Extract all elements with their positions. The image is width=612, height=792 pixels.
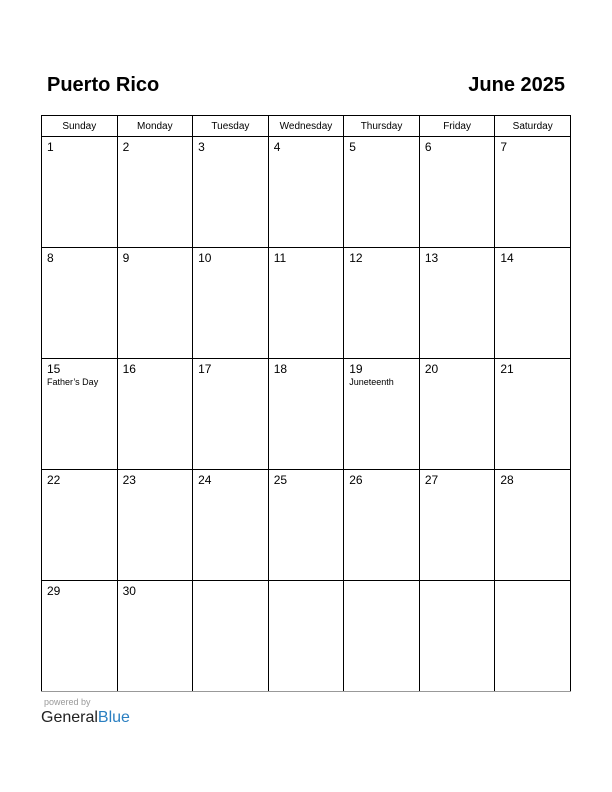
day-number: 21 bbox=[500, 362, 514, 376]
holiday-label: Juneteenth bbox=[349, 377, 394, 387]
day-number bbox=[269, 581, 344, 584]
day-cell bbox=[117, 248, 193, 359]
week-row bbox=[42, 248, 571, 359]
day-number: 19 bbox=[349, 362, 363, 376]
weekday-monday: Monday bbox=[117, 116, 193, 137]
day-number bbox=[193, 581, 268, 584]
day-number: 22 bbox=[47, 473, 61, 487]
weekday-saturday: Saturday bbox=[495, 116, 571, 137]
weekday-header-row bbox=[42, 116, 571, 137]
day-number bbox=[495, 581, 570, 584]
day-cell bbox=[42, 248, 118, 359]
day-cell bbox=[419, 470, 495, 581]
day-cell bbox=[495, 248, 571, 359]
day-number: 7 bbox=[500, 140, 508, 154]
week-row bbox=[42, 359, 571, 470]
day-number: 1 bbox=[47, 140, 54, 154]
day-cell bbox=[117, 470, 193, 581]
day-cell bbox=[42, 137, 118, 248]
day-cell bbox=[495, 359, 571, 470]
footer-divider bbox=[41, 691, 571, 692]
day-cell bbox=[42, 359, 118, 470]
day-number: 3 bbox=[198, 140, 205, 154]
day-cell bbox=[419, 248, 495, 359]
week-row bbox=[42, 581, 571, 692]
day-number: 4 bbox=[273, 140, 281, 154]
calendar-header bbox=[47, 72, 565, 98]
day-number: 5 bbox=[349, 140, 356, 154]
day-number bbox=[420, 581, 495, 584]
day-cell bbox=[193, 470, 269, 581]
day-number bbox=[344, 581, 419, 584]
week-row bbox=[42, 137, 571, 248]
weekday-tuesday: Tuesday bbox=[193, 116, 269, 137]
day-cell bbox=[117, 581, 193, 692]
day-cell bbox=[117, 359, 193, 470]
day-cell bbox=[344, 137, 420, 248]
day-number: 20 bbox=[424, 362, 439, 376]
day-number: 24 bbox=[198, 473, 212, 487]
day-number: 11 bbox=[273, 251, 287, 265]
month-title: June 2025 bbox=[468, 73, 565, 96]
day-cell bbox=[419, 137, 495, 248]
day-cell bbox=[419, 581, 495, 692]
day-cell bbox=[268, 137, 344, 248]
day-cell bbox=[193, 581, 269, 692]
day-cell bbox=[268, 359, 344, 470]
day-number: 16 bbox=[122, 362, 136, 376]
day-number: 2 bbox=[122, 140, 130, 154]
weekday-friday: Friday bbox=[419, 116, 495, 137]
day-number: 12 bbox=[349, 251, 363, 265]
day-number: 28 bbox=[500, 473, 514, 487]
day-cell bbox=[42, 581, 118, 692]
weekday-wednesday: Wednesday bbox=[268, 116, 344, 137]
brand-logo bbox=[41, 709, 130, 727]
day-cell bbox=[344, 470, 420, 581]
day-number: 26 bbox=[349, 473, 363, 487]
holiday-label: Father’s Day bbox=[47, 377, 99, 387]
brand-name-part2: Blue bbox=[97, 709, 130, 726]
day-number: 13 bbox=[424, 251, 439, 265]
powered-by-label: powered by bbox=[44, 697, 91, 707]
day-cell bbox=[344, 248, 420, 359]
day-number: 17 bbox=[198, 362, 212, 376]
day-number: 23 bbox=[122, 473, 136, 487]
day-number: 29 bbox=[47, 584, 61, 598]
day-number: 6 bbox=[424, 140, 432, 154]
day-cell bbox=[495, 470, 571, 581]
day-cell bbox=[419, 359, 495, 470]
day-cell bbox=[193, 359, 269, 470]
day-cell bbox=[268, 470, 344, 581]
day-number: 27 bbox=[424, 473, 439, 487]
day-cell bbox=[117, 137, 193, 248]
day-cell bbox=[193, 248, 269, 359]
day-cell bbox=[268, 248, 344, 359]
week-row bbox=[42, 470, 571, 581]
weekday-thursday: Thursday bbox=[344, 116, 420, 137]
day-cell bbox=[344, 359, 420, 470]
day-cell bbox=[344, 581, 420, 692]
weekday-sunday: Sunday bbox=[42, 116, 118, 137]
day-cell bbox=[42, 470, 118, 581]
day-number: 15 bbox=[47, 362, 61, 376]
day-number: 18 bbox=[273, 362, 288, 376]
day-number: 25 bbox=[273, 473, 288, 487]
month-grid bbox=[41, 115, 571, 692]
day-number: 14 bbox=[500, 251, 514, 265]
day-number: 30 bbox=[122, 584, 136, 598]
day-number: 8 bbox=[47, 251, 54, 265]
day-cell bbox=[495, 137, 571, 248]
day-cell bbox=[495, 581, 571, 692]
day-number: 10 bbox=[198, 251, 212, 265]
region-title: Puerto Rico bbox=[47, 73, 160, 96]
day-cell bbox=[268, 581, 344, 692]
brand-name-part1: General bbox=[41, 709, 98, 726]
day-number: 9 bbox=[122, 251, 130, 265]
day-cell bbox=[193, 137, 269, 248]
